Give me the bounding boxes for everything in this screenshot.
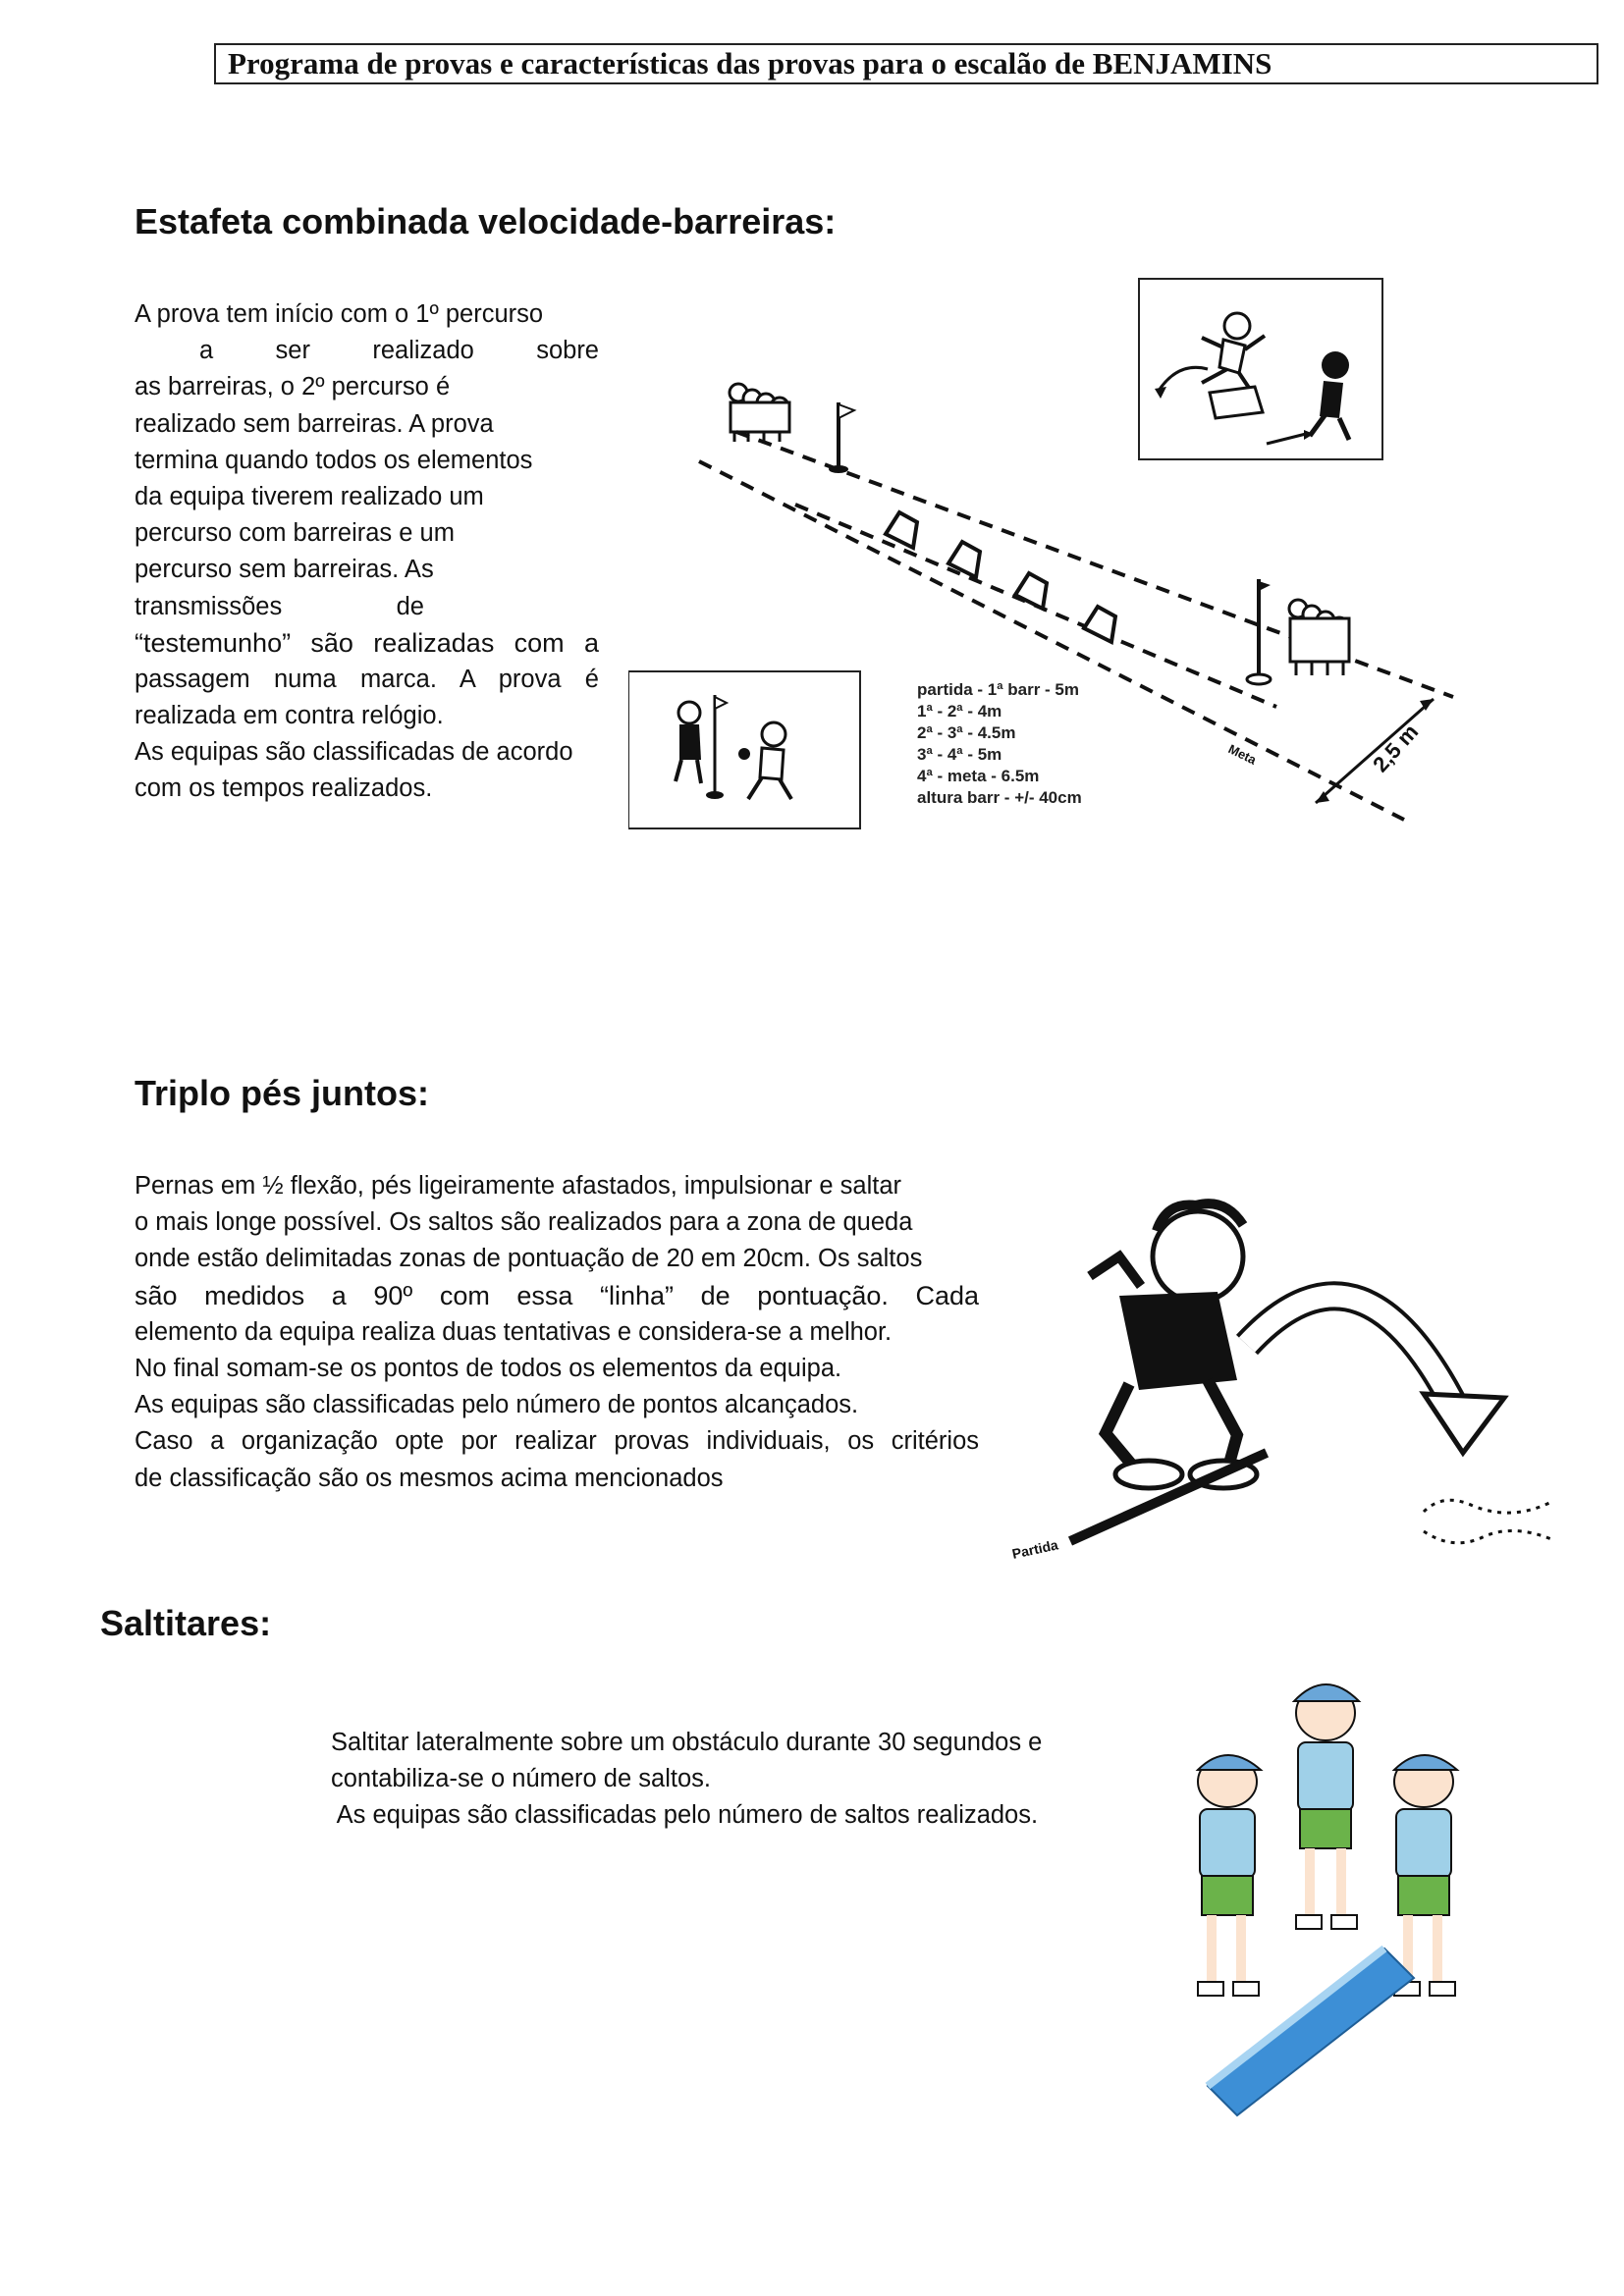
text-line: percurso com barreiras e um (135, 519, 455, 548)
hurdle (1015, 573, 1047, 609)
text-line: Saltitar lateralmente sobre um obstáculo durante 30 segundos e (331, 1729, 1043, 1756)
child-figure-center (1294, 1684, 1359, 1929)
section-text-saltitares (331, 1725, 1146, 1835)
text-line: são medidos a 90º com essa “linha” de pontuação. Cada (135, 1280, 979, 1310)
text-line: realizada em contra relógio. (135, 702, 444, 730)
text-line: transmissões de (135, 592, 424, 620)
section-title-saltitares: Saltitares: (100, 1603, 272, 1643)
section-text-estafeta (135, 296, 599, 808)
text-line: da equipa tiverem realizado um (135, 482, 484, 510)
text-line: As equipas são classificadas pelo número de pontos alcançados. (135, 1391, 859, 1419)
note-line: 4ª - meta - 6.5m (917, 767, 1040, 785)
text-line: As equipas são classificadas pelo número de saltos realizados. (331, 1801, 1039, 1830)
note-line: altura barr - +/- 40cm (917, 788, 1082, 807)
text-line: contabiliza-se o número de saltos. (331, 1765, 711, 1793)
landing-footprints (1424, 1500, 1551, 1543)
child-figure-right (1394, 1755, 1457, 1996)
takeoff-label: Partida (1010, 1536, 1060, 1562)
text-line: passagem numa marca. A prova é (135, 665, 599, 693)
distance-notes (917, 679, 1153, 827)
text-line: as barreiras, o 2º percurso é (135, 373, 451, 401)
section-title-triplo: Triplo pés juntos: (135, 1073, 430, 1113)
section-title-estafeta: Estafeta combinada velocidade-barreiras: (135, 201, 837, 241)
text-line: A prova tem início com o 1º percurso (135, 300, 544, 328)
text-line: percurso sem barreiras. As (135, 556, 434, 584)
finish-team-group (1289, 600, 1349, 675)
note-line: partida - 1ª barr - 5m (917, 680, 1080, 699)
dimension-line (1316, 699, 1434, 803)
dimension-label: 2,5 m (1368, 719, 1424, 777)
finish-pole-icon (1247, 579, 1271, 684)
jump-arrowhead (1424, 1394, 1504, 1453)
hurdle (1084, 607, 1115, 642)
start-flag-icon (829, 402, 854, 473)
text-line: realizado sem barreiras. A prova (135, 409, 494, 438)
note-line: 2ª - 3ª - 4.5m (917, 723, 1016, 742)
note-line: 3ª - 4ª - 5m (917, 745, 1002, 764)
child-figure-left (1198, 1755, 1261, 1996)
meta-label: Meta (1225, 741, 1259, 768)
text-line: Caso a organização opte por realizar provas individuais, os critérios (135, 1427, 979, 1456)
side-jump-illustration (1159, 1654, 1492, 2125)
jumper-figure (1090, 1203, 1257, 1488)
text-line: “testemunho” são realizadas com a (135, 627, 599, 658)
section-text-triplo (135, 1168, 979, 1497)
triple-jump-illustration (992, 1188, 1581, 1580)
text-line: onde estão delimitadas zonas de pontuação de 20 em 20cm. Os saltos (135, 1245, 923, 1273)
text-line: o mais longe possível. Os saltos são realizados para a zona de queda (135, 1208, 913, 1237)
text-line: elemento da equipa realiza duas tentativas e considera-se a melhor. (135, 1317, 893, 1346)
text-line: de classificação são os mesmos acima mencionados (135, 1464, 724, 1492)
text-line: a ser realizado sobre (199, 337, 599, 365)
text-line: com os tempos realizados. (135, 774, 433, 803)
relay-course-illustration (628, 275, 1463, 844)
text-line: termina quando todos os elementos (135, 446, 533, 474)
page-header-title: Programa de provas e características das provas para o escalão de BENJAMINS (228, 46, 1272, 80)
text-line: Pernas em ½ flexão, pés ligeiramente afastados, impulsionar e saltar (135, 1172, 901, 1200)
text-line: No final somam-se os pontos de todos os elementos da equipa. (135, 1354, 842, 1382)
text-line: As equipas são classificadas de acordo (135, 738, 573, 767)
note-line: 1ª - 2ª - 4m (917, 702, 1002, 721)
